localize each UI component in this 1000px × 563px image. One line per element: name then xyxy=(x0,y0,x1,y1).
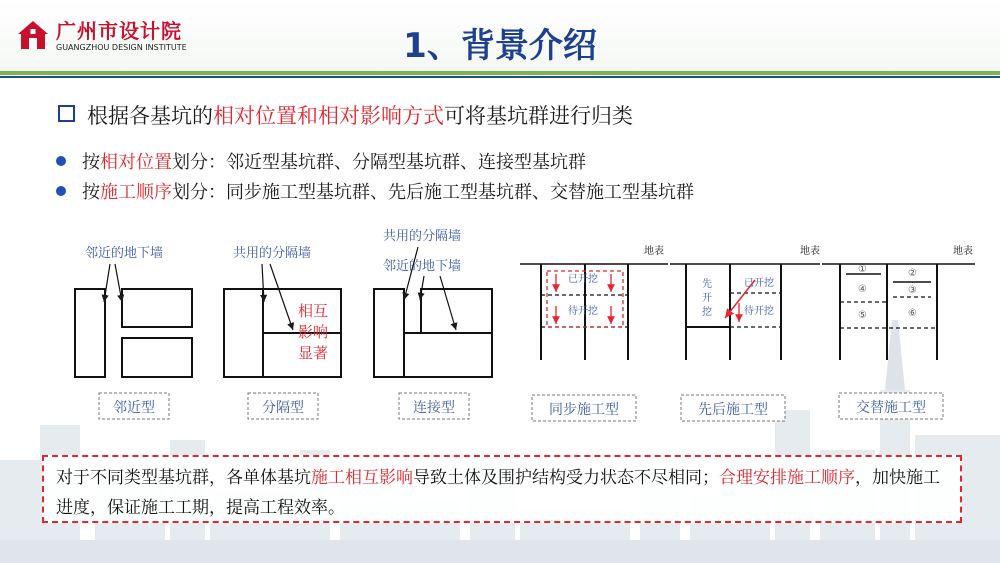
connected-caption: 连接型 xyxy=(413,400,455,416)
separated-caption: 分隔型 xyxy=(262,400,304,416)
alt-step-5: ⑤ xyxy=(858,310,867,321)
bullet-highlight: 施工顺序 xyxy=(100,182,172,203)
alt-step-6: ⑥ xyxy=(908,308,917,319)
bullet-highlight: 相对位置 xyxy=(100,152,172,173)
bullet-suffix: 划分：邻近型基坑群、分隔型基坑群、连接型基坑群 xyxy=(172,152,586,173)
pit-box xyxy=(421,289,492,333)
alt-step-1: ① xyxy=(858,264,867,275)
sync-dug-label: 已开挖 xyxy=(568,274,598,285)
connected-callout-bottom: 邻近的地下墙 xyxy=(383,259,462,274)
surface-label: 地表 xyxy=(953,246,973,257)
adjacent-type-diagram xyxy=(75,245,192,419)
logo-name-cn: 广州市设计院 xyxy=(56,19,182,43)
adjacent-callout: 邻近的地下墙 xyxy=(85,246,164,261)
main-point-highlight: 相对位置和相对影响方式 xyxy=(213,104,444,128)
alternate-caption: 交替施工型 xyxy=(856,400,926,416)
surface-label: 地表 xyxy=(800,246,820,257)
slide-title: 1、背景介绍 xyxy=(403,26,597,66)
separated-callout: 共用的分隔墙 xyxy=(233,246,312,261)
separated-type-diagram xyxy=(224,245,341,419)
main-point-prefix: 根据各基坑的 xyxy=(87,104,213,128)
sequential-caption: 先后施工型 xyxy=(698,402,768,418)
summary-highlight: 合理安排施工顺序 xyxy=(719,468,855,488)
separated-note-line1: 相互 xyxy=(298,302,329,320)
bullet-prefix: 按 xyxy=(82,182,100,203)
summary-highlight: 施工相互影响 xyxy=(311,468,413,488)
alt-step-2: ② xyxy=(908,268,917,279)
adjacent-caption: 邻近型 xyxy=(113,400,155,416)
logo-name-en: GUANGZHOU DESIGN INSTITUTE xyxy=(56,43,187,52)
synchronous-caption: 同步施工型 xyxy=(549,402,619,418)
sequential-type-diagram xyxy=(670,244,820,421)
pit-box xyxy=(122,289,192,327)
pit-box xyxy=(374,289,404,377)
summary-box xyxy=(42,455,962,523)
summary-segment: 对于不同类型基坑群，各单体基坑 xyxy=(56,468,311,488)
alt-step-3: ③ xyxy=(908,285,917,296)
pit-box xyxy=(75,289,105,377)
seq-todo-label: 待开挖 xyxy=(744,306,774,317)
seq-dug-label: 已开挖 xyxy=(744,278,774,289)
connected-callout-top: 共用的分隔墙 xyxy=(383,229,462,244)
pit-box xyxy=(404,333,492,377)
pit-box xyxy=(122,338,192,377)
summary-segment: ，加快施工进度，保证施工工期，提高工程效率。 xyxy=(56,468,940,518)
alt-step-4: ④ xyxy=(858,284,867,295)
seq-first-char1: 先 xyxy=(702,279,712,290)
separated-note-line2: 影响 xyxy=(298,323,329,341)
bullet-prefix: 按 xyxy=(82,152,100,173)
synchronous-type-diagram xyxy=(520,244,668,421)
seq-first-char2: 开 xyxy=(702,293,712,304)
bullet-suffix: 划分：同步施工型基坑群、先后施工型基坑群、交替施工型基坑群 xyxy=(172,182,694,203)
summary-text xyxy=(56,463,950,523)
summary-segment: 导致土体及围护结构受力状态不尽相同； xyxy=(413,468,719,488)
connected-type-diagram xyxy=(374,228,492,419)
alternate-type-diagram xyxy=(822,244,975,419)
main-point-suffix: 可将基坑群进行归类 xyxy=(444,104,633,128)
sync-todo-label: 待开挖 xyxy=(568,306,598,317)
separated-note-line3: 显著 xyxy=(298,344,329,362)
surface-label: 地表 xyxy=(644,246,664,257)
seq-first-char3: 挖 xyxy=(702,307,712,318)
